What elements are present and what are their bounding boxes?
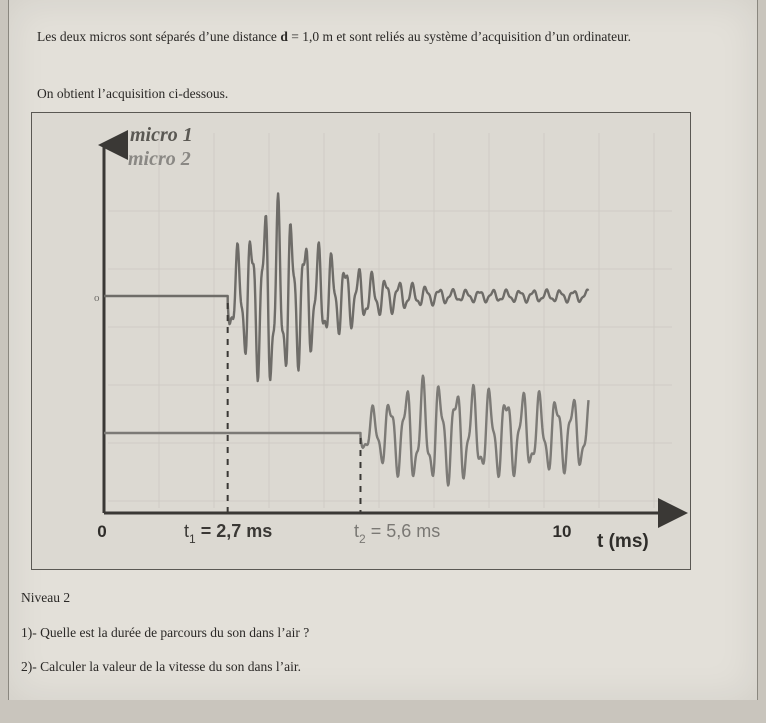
t2-label: [354, 521, 440, 546]
x-tick-0: 0: [97, 522, 107, 541]
chart-grid: [108, 133, 672, 508]
t2-value: = 5,6 ms: [365, 521, 441, 541]
micro-1-baseline-label: o: [94, 292, 100, 304]
intro-text-1: Les deux micros sont séparés d’une distance: [37, 29, 281, 44]
series-label-micro-2: micro 2: [128, 148, 191, 170]
micro-1-signal: [104, 194, 588, 382]
x-axis-label: t (ms): [597, 531, 649, 552]
acquisition-figure: [31, 112, 691, 570]
t1-subscript: 1: [189, 532, 196, 546]
worksheet-page: [8, 0, 758, 700]
micro-2-signal: [104, 376, 589, 486]
t1-label: [184, 521, 272, 546]
intro-text-2: = 1,0 m et sont reliés au système d’acquisition d’un ordinateur.: [287, 29, 631, 44]
question-2: 2)- Calculer la valeur de la vitesse du son dans l’air.: [21, 659, 302, 674]
signal-traces: [104, 194, 589, 486]
t2-symbol: t: [354, 521, 360, 541]
t2-subscript: 2: [359, 532, 366, 546]
acquisition-chart: [32, 113, 690, 569]
t1-symbol: t: [184, 521, 190, 541]
distance-symbol: d: [280, 29, 288, 44]
level-heading: Niveau 2: [21, 590, 71, 605]
x-tick-10: 10: [552, 522, 572, 541]
series-label-micro-1: micro 1: [130, 124, 193, 146]
acquisition-sentence: On obtient l’acquisition ci-dessous.: [37, 86, 229, 101]
t1-value: = 2,7 ms: [195, 521, 273, 541]
question-1: 1)- Quelle est la durée de parcours du son dans l’air ?: [21, 625, 310, 640]
intro-paragraph: [37, 26, 737, 48]
